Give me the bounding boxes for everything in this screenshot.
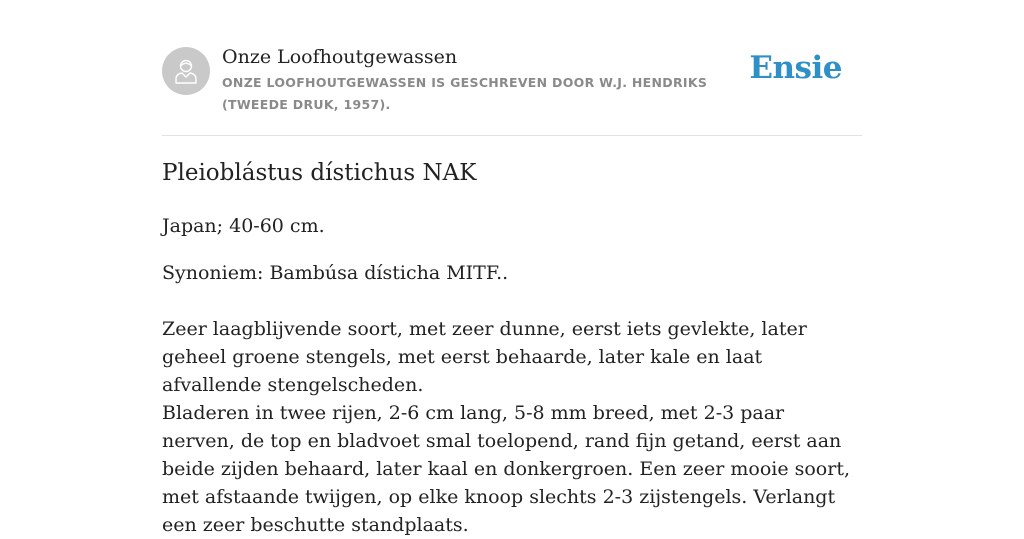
entry-paragraph-origin: Japan; 40-60 cm. — [162, 215, 325, 237]
entry-title: Pleioblástus dístichus NAK — [162, 160, 477, 186]
entry-paragraph-leaves: Bladeren in twee rijen, 2-6 cm lang, 5-8 mm breed, met 2-3 paar nerven, de top en bladvoet smal toelopend, rand fijn getand, eerst aan beide zijden behaard, later kaal en donkergroen. Een zeer mooie soort, met afstaande twijgen, op elke knoop slechts 2-3 zijstengels. Verlangt een zeer beschutte standplaats. — [162, 402, 850, 536]
entry-paragraph-stems: Zeer laagblijvende soort, met zeer dunne, eerst iets gevlekte, later geheel groene stengels, met eerst behaarde, later kale en laat afvallende stengelscheden. — [162, 318, 807, 396]
avatar[interactable] — [162, 47, 210, 95]
source-description: ONZE LOOFHOUTGEWASSEN IS GESCHREVEN DOOR W.J. HENDRIKS (TWEEDE DRUK, 1957). — [222, 75, 708, 112]
user-icon — [171, 56, 201, 86]
source-title[interactable]: Onze Loofhoutgewassen — [222, 46, 458, 68]
brand-logo[interactable]: Ensie — [749, 50, 842, 86]
entry-paragraph-synonym: Synoniem: Bambúsa dísticha MITF.. — [162, 262, 509, 284]
page-container — [162, 0, 862, 536]
source-header — [162, 0, 862, 136]
